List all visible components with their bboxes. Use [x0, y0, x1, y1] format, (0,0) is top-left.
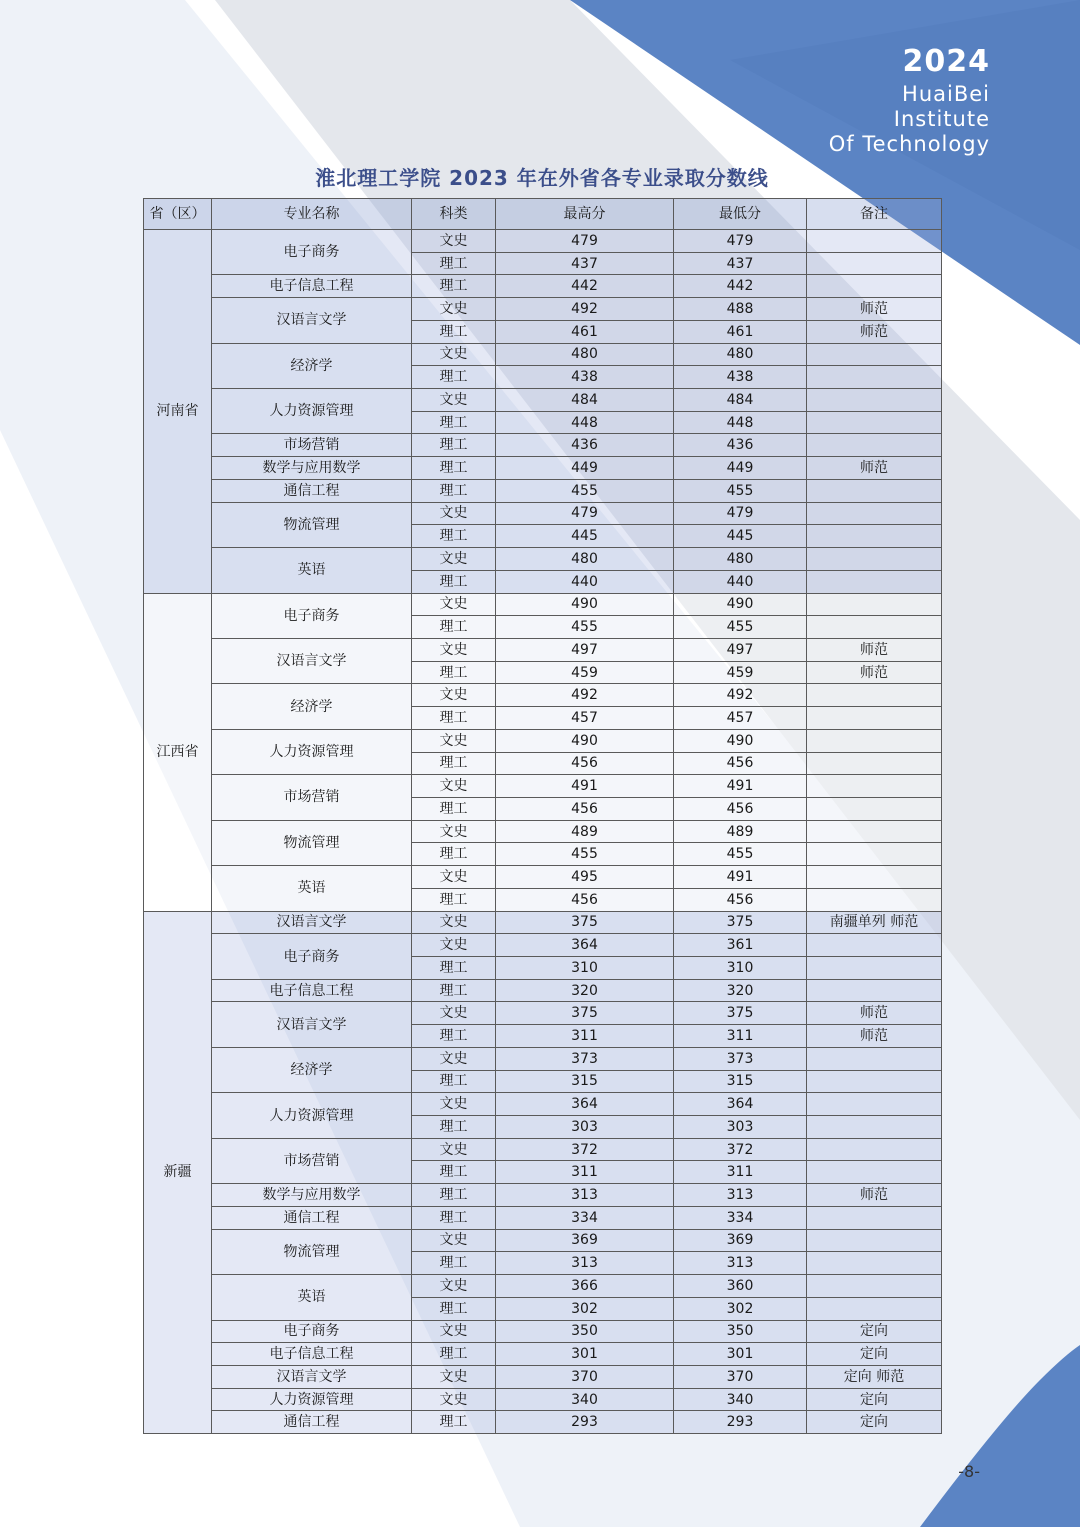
category-cell: 文史	[412, 502, 496, 525]
max-score-cell: 302	[496, 1297, 674, 1320]
max-score-cell: 479	[496, 502, 674, 525]
category-cell: 理工	[412, 525, 496, 548]
min-score-cell: 497	[674, 638, 807, 661]
major-cell: 电子商务	[212, 1320, 412, 1343]
min-score-cell: 303	[674, 1116, 807, 1139]
category-cell: 文史	[412, 820, 496, 843]
table-row	[144, 1275, 942, 1298]
table-row	[144, 1002, 942, 1025]
min-score-cell: 372	[674, 1138, 807, 1161]
note-cell	[807, 797, 942, 820]
category-cell: 文史	[412, 684, 496, 707]
province-cell: 江西省	[144, 593, 212, 911]
min-score-cell: 311	[674, 1025, 807, 1048]
major-cell: 汉语言文学	[212, 1002, 412, 1047]
category-cell: 理工	[412, 616, 496, 639]
category-cell: 理工	[412, 1343, 496, 1366]
note-cell	[807, 843, 942, 866]
table-row	[144, 298, 942, 321]
category-cell: 文史	[412, 343, 496, 366]
category-cell: 文史	[412, 775, 496, 798]
max-score-cell: 490	[496, 593, 674, 616]
max-score-cell: 455	[496, 843, 674, 866]
category-cell: 理工	[412, 479, 496, 502]
max-score-cell: 311	[496, 1025, 674, 1048]
note-cell	[807, 366, 942, 389]
province-cell: 新疆	[144, 911, 212, 1434]
category-cell: 理工	[412, 320, 496, 343]
category-cell: 理工	[412, 434, 496, 457]
min-score-cell: 445	[674, 525, 807, 548]
max-score-cell: 366	[496, 1275, 674, 1298]
brand-year: 2024	[902, 44, 990, 79]
note-cell: 师范	[807, 1025, 942, 1048]
note-cell	[807, 979, 942, 1002]
note-cell	[807, 343, 942, 366]
table-row	[144, 684, 942, 707]
min-score-cell: 456	[674, 752, 807, 775]
major-cell: 市场营销	[212, 434, 412, 457]
min-score-cell: 489	[674, 820, 807, 843]
category-cell: 文史	[412, 1365, 496, 1388]
min-score-cell: 320	[674, 979, 807, 1002]
max-score-cell: 340	[496, 1388, 674, 1411]
note-cell	[807, 1161, 942, 1184]
table-row	[144, 729, 942, 752]
major-cell: 人力资源管理	[212, 1093, 412, 1138]
category-cell: 理工	[412, 957, 496, 980]
note-cell	[807, 934, 942, 957]
table-row	[144, 775, 942, 798]
note-cell	[807, 1229, 942, 1252]
min-score-cell: 492	[674, 684, 807, 707]
min-score-cell: 459	[674, 661, 807, 684]
category-cell: 理工	[412, 1116, 496, 1139]
category-cell: 理工	[412, 366, 496, 389]
note-cell: 师范	[807, 1002, 942, 1025]
table-row	[144, 1184, 942, 1207]
max-score-cell: 492	[496, 298, 674, 321]
brand-line-3: Of Technology	[828, 132, 990, 156]
category-cell: 文史	[412, 389, 496, 412]
max-score-cell: 364	[496, 1093, 674, 1116]
table-row	[144, 343, 942, 366]
min-score-cell: 313	[674, 1184, 807, 1207]
note-cell	[807, 275, 942, 298]
category-cell: 理工	[412, 1206, 496, 1229]
major-cell: 电子信息工程	[212, 275, 412, 298]
min-score-cell: 334	[674, 1206, 807, 1229]
note-cell: 师范	[807, 661, 942, 684]
major-cell: 通信工程	[212, 479, 412, 502]
note-cell	[807, 548, 942, 571]
category-cell: 理工	[412, 797, 496, 820]
note-cell	[807, 389, 942, 412]
max-score-cell: 310	[496, 957, 674, 980]
category-cell: 文史	[412, 1229, 496, 1252]
max-score-cell: 479	[496, 230, 674, 253]
table-row	[144, 1138, 942, 1161]
note-cell	[807, 593, 942, 616]
category-cell: 文史	[412, 548, 496, 571]
table-row	[144, 1343, 942, 1366]
admission-score-table	[143, 198, 942, 1434]
min-score-cell: 479	[674, 230, 807, 253]
major-cell: 汉语言文学	[212, 1365, 412, 1388]
max-score-cell: 480	[496, 548, 674, 571]
note-cell: 师范	[807, 1184, 942, 1207]
max-score-cell: 364	[496, 934, 674, 957]
major-cell: 人力资源管理	[212, 389, 412, 434]
category-cell: 理工	[412, 1025, 496, 1048]
max-score-cell: 438	[496, 366, 674, 389]
table-row	[144, 820, 942, 843]
max-score-cell: 303	[496, 1116, 674, 1139]
major-cell: 市场营销	[212, 775, 412, 820]
table-row	[144, 1411, 942, 1434]
header-max-score: 最高分	[496, 199, 674, 230]
min-score-cell: 491	[674, 775, 807, 798]
max-score-cell: 370	[496, 1365, 674, 1388]
note-cell: 师范	[807, 457, 942, 480]
min-score-cell: 302	[674, 1297, 807, 1320]
max-score-cell: 495	[496, 866, 674, 889]
max-score-cell: 489	[496, 820, 674, 843]
category-cell: 文史	[412, 911, 496, 934]
category-cell: 理工	[412, 888, 496, 911]
major-cell: 英语	[212, 866, 412, 911]
min-score-cell: 455	[674, 843, 807, 866]
min-score-cell: 373	[674, 1047, 807, 1070]
max-score-cell: 490	[496, 729, 674, 752]
major-cell: 物流管理	[212, 1229, 412, 1274]
max-score-cell: 445	[496, 525, 674, 548]
category-cell: 理工	[412, 1070, 496, 1093]
table-row	[144, 389, 942, 412]
max-score-cell: 350	[496, 1320, 674, 1343]
category-cell: 理工	[412, 252, 496, 275]
min-score-cell: 369	[674, 1229, 807, 1252]
category-cell: 文史	[412, 638, 496, 661]
max-score-cell: 320	[496, 979, 674, 1002]
header-province: 省（区）	[144, 199, 212, 230]
province-cell: 河南省	[144, 230, 212, 594]
table-row	[144, 1388, 942, 1411]
table-row	[144, 479, 942, 502]
note-cell: 师范	[807, 298, 942, 321]
note-cell	[807, 570, 942, 593]
min-score-cell: 310	[674, 957, 807, 980]
min-score-cell: 461	[674, 320, 807, 343]
note-cell	[807, 684, 942, 707]
category-cell: 文史	[412, 230, 496, 253]
category-cell: 文史	[412, 298, 496, 321]
min-score-cell: 455	[674, 616, 807, 639]
category-cell: 理工	[412, 979, 496, 1002]
brand-line-1: HuaiBei	[902, 82, 990, 106]
note-cell: 师范	[807, 638, 942, 661]
table-row	[144, 548, 942, 571]
max-score-cell: 492	[496, 684, 674, 707]
table-header	[144, 199, 942, 230]
major-cell: 人力资源管理	[212, 729, 412, 774]
min-score-cell: 449	[674, 457, 807, 480]
max-score-cell: 484	[496, 389, 674, 412]
note-cell	[807, 1047, 942, 1070]
note-cell	[807, 230, 942, 253]
major-cell: 电子商务	[212, 593, 412, 638]
min-score-cell: 442	[674, 275, 807, 298]
major-cell: 电子信息工程	[212, 979, 412, 1002]
max-score-cell: 313	[496, 1184, 674, 1207]
category-cell: 文史	[412, 1275, 496, 1298]
min-score-cell: 361	[674, 934, 807, 957]
min-score-cell: 440	[674, 570, 807, 593]
min-score-cell: 438	[674, 366, 807, 389]
note-cell	[807, 525, 942, 548]
major-cell: 汉语言文学	[212, 911, 412, 934]
table-row	[144, 979, 942, 1002]
category-cell: 文史	[412, 1388, 496, 1411]
min-score-cell: 480	[674, 343, 807, 366]
note-cell	[807, 1275, 942, 1298]
min-score-cell: 313	[674, 1252, 807, 1275]
table-body	[144, 230, 942, 1434]
category-cell: 文史	[412, 934, 496, 957]
category-cell: 文史	[412, 1002, 496, 1025]
max-score-cell: 456	[496, 888, 674, 911]
max-score-cell: 461	[496, 320, 674, 343]
min-score-cell: 455	[674, 479, 807, 502]
max-score-cell: 293	[496, 1411, 674, 1434]
category-cell: 理工	[412, 843, 496, 866]
note-cell	[807, 775, 942, 798]
category-cell: 文史	[412, 729, 496, 752]
max-score-cell: 440	[496, 570, 674, 593]
table-row	[144, 502, 942, 525]
max-score-cell: 456	[496, 752, 674, 775]
category-cell: 理工	[412, 1297, 496, 1320]
category-cell: 文史	[412, 1047, 496, 1070]
major-cell: 通信工程	[212, 1411, 412, 1434]
major-cell: 经济学	[212, 1047, 412, 1092]
max-score-cell: 375	[496, 1002, 674, 1025]
major-cell: 汉语言文学	[212, 638, 412, 683]
max-score-cell: 313	[496, 1252, 674, 1275]
note-cell	[807, 752, 942, 775]
min-score-cell: 437	[674, 252, 807, 275]
table-row	[144, 593, 942, 616]
header-min-score: 最低分	[674, 199, 807, 230]
major-cell: 汉语言文学	[212, 298, 412, 343]
min-score-cell: 457	[674, 707, 807, 730]
min-score-cell: 490	[674, 593, 807, 616]
note-cell	[807, 1252, 942, 1275]
major-cell: 电子信息工程	[212, 1343, 412, 1366]
note-cell: 定向	[807, 1343, 942, 1366]
min-score-cell: 491	[674, 866, 807, 889]
major-cell: 市场营销	[212, 1138, 412, 1183]
major-cell: 电子商务	[212, 934, 412, 979]
header-row	[144, 199, 942, 230]
note-cell	[807, 707, 942, 730]
major-cell: 电子商务	[212, 230, 412, 275]
max-score-cell: 372	[496, 1138, 674, 1161]
category-cell: 文史	[412, 866, 496, 889]
min-score-cell: 340	[674, 1388, 807, 1411]
max-score-cell: 456	[496, 797, 674, 820]
note-cell	[807, 729, 942, 752]
category-cell: 理工	[412, 411, 496, 434]
min-score-cell: 360	[674, 1275, 807, 1298]
table-row	[144, 866, 942, 889]
min-score-cell: 488	[674, 298, 807, 321]
max-score-cell: 334	[496, 1206, 674, 1229]
note-cell	[807, 1206, 942, 1229]
note-cell	[807, 502, 942, 525]
min-score-cell: 490	[674, 729, 807, 752]
max-score-cell: 491	[496, 775, 674, 798]
table-row	[144, 1229, 942, 1252]
category-cell: 理工	[412, 1161, 496, 1184]
table-row	[144, 1206, 942, 1229]
min-score-cell: 315	[674, 1070, 807, 1093]
header-note: 备注	[807, 199, 942, 230]
brand-line-2: Institute	[893, 107, 990, 131]
category-cell: 理工	[412, 1184, 496, 1207]
min-score-cell: 436	[674, 434, 807, 457]
note-cell	[807, 820, 942, 843]
min-score-cell: 456	[674, 888, 807, 911]
min-score-cell: 375	[674, 1002, 807, 1025]
min-score-cell: 311	[674, 1161, 807, 1184]
major-cell: 经济学	[212, 343, 412, 388]
note-cell	[807, 411, 942, 434]
max-score-cell: 455	[496, 479, 674, 502]
note-cell: 定向	[807, 1320, 942, 1343]
table-row	[144, 230, 942, 253]
note-cell: 师范	[807, 320, 942, 343]
note-cell	[807, 866, 942, 889]
page-title: 淮北理工学院 2023 年在外省各专业录取分数线	[315, 166, 769, 190]
note-cell	[807, 1116, 942, 1139]
category-cell: 理工	[412, 752, 496, 775]
category-cell: 文史	[412, 1138, 496, 1161]
category-cell: 理工	[412, 570, 496, 593]
table-row	[144, 1365, 942, 1388]
table-row	[144, 1093, 942, 1116]
min-score-cell: 456	[674, 797, 807, 820]
max-score-cell: 369	[496, 1229, 674, 1252]
min-score-cell: 484	[674, 389, 807, 412]
header-category: 科类	[412, 199, 496, 230]
major-cell: 通信工程	[212, 1206, 412, 1229]
min-score-cell: 479	[674, 502, 807, 525]
table-row	[144, 1320, 942, 1343]
min-score-cell: 370	[674, 1365, 807, 1388]
note-cell	[807, 1093, 942, 1116]
major-cell: 人力资源管理	[212, 1388, 412, 1411]
major-cell: 英语	[212, 1275, 412, 1320]
min-score-cell: 301	[674, 1343, 807, 1366]
note-cell	[807, 252, 942, 275]
min-score-cell: 448	[674, 411, 807, 434]
max-score-cell: 442	[496, 275, 674, 298]
note-cell	[807, 1138, 942, 1161]
max-score-cell: 311	[496, 1161, 674, 1184]
max-score-cell: 448	[496, 411, 674, 434]
note-cell: 定向 师范	[807, 1365, 942, 1388]
min-score-cell: 375	[674, 911, 807, 934]
major-cell: 英语	[212, 548, 412, 593]
note-cell	[807, 434, 942, 457]
table-row	[144, 638, 942, 661]
max-score-cell: 315	[496, 1070, 674, 1093]
note-cell	[807, 616, 942, 639]
note-cell	[807, 1070, 942, 1093]
major-cell: 物流管理	[212, 502, 412, 547]
note-cell	[807, 479, 942, 502]
category-cell: 理工	[412, 275, 496, 298]
category-cell: 理工	[412, 1252, 496, 1275]
note-cell: 定向	[807, 1388, 942, 1411]
note-cell	[807, 888, 942, 911]
major-cell: 经济学	[212, 684, 412, 729]
note-cell	[807, 957, 942, 980]
min-score-cell: 364	[674, 1093, 807, 1116]
note-cell: 定向	[807, 1411, 942, 1434]
max-score-cell: 449	[496, 457, 674, 480]
max-score-cell: 457	[496, 707, 674, 730]
max-score-cell: 480	[496, 343, 674, 366]
table-row	[144, 911, 942, 934]
major-cell: 数学与应用数学	[212, 1184, 412, 1207]
category-cell: 理工	[412, 707, 496, 730]
max-score-cell: 301	[496, 1343, 674, 1366]
category-cell: 文史	[412, 1093, 496, 1116]
note-cell	[807, 1297, 942, 1320]
max-score-cell: 459	[496, 661, 674, 684]
table-row	[144, 934, 942, 957]
max-score-cell: 373	[496, 1047, 674, 1070]
page-number: -8-	[958, 1462, 980, 1481]
category-cell: 文史	[412, 593, 496, 616]
min-score-cell: 480	[674, 548, 807, 571]
category-cell: 理工	[412, 457, 496, 480]
major-cell: 数学与应用数学	[212, 457, 412, 480]
major-cell: 物流管理	[212, 820, 412, 865]
category-cell: 理工	[412, 1411, 496, 1434]
max-score-cell: 437	[496, 252, 674, 275]
max-score-cell: 455	[496, 616, 674, 639]
category-cell: 理工	[412, 661, 496, 684]
table-row	[144, 1047, 942, 1070]
max-score-cell: 436	[496, 434, 674, 457]
max-score-cell: 375	[496, 911, 674, 934]
institution-brand	[829, 42, 990, 157]
table-row	[144, 434, 942, 457]
min-score-cell: 350	[674, 1320, 807, 1343]
table-row	[144, 275, 942, 298]
category-cell: 文史	[412, 1320, 496, 1343]
header-major: 专业名称	[212, 199, 412, 230]
max-score-cell: 497	[496, 638, 674, 661]
table-row	[144, 457, 942, 480]
min-score-cell: 293	[674, 1411, 807, 1434]
note-cell: 南疆单列 师范	[807, 911, 942, 934]
